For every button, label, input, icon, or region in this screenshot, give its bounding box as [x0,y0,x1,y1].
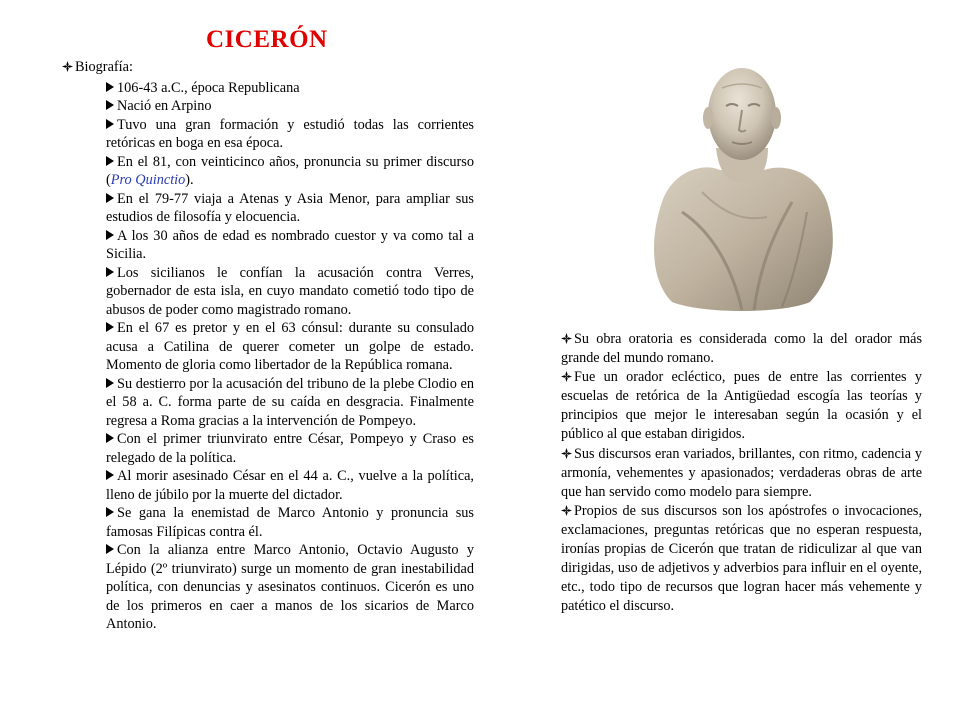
arrow-bullet-icon [106,267,114,277]
diamond-bullet-icon [561,333,572,344]
list-item [106,79,474,98]
list-item [106,541,474,634]
biography-list [106,79,474,634]
arrow-bullet-icon [106,230,114,240]
oratory-item-text: Sus discursos eran variados, brillantes, con ritmo, cadencia y armonía, vehementes y apasionados; verdaderas obras de arte que han servido como modelo para siempre. [561,445,922,500]
list-item-text: Los sicilianos le confían la acusación contra Verres, gobernador de esta isla, en cuyo mandato cometió todo tipo de abusos de poder como magistrado romano. [106,264,474,318]
arrow-bullet-icon [106,470,114,480]
list-item [106,504,474,541]
arrow-bullet-icon [106,156,114,166]
arrow-bullet-icon [106,507,114,517]
list-item-text: En el 79-77 viaja a Atenas y Asia Menor, para ampliar sus estudios de filosofía y elocuencia. [106,190,474,225]
arrow-bullet-icon [106,433,114,443]
biography-heading [62,58,474,77]
list-item-text: Tuvo una gran formación y estudió todas las corrientes retóricas en boga en esa época. [106,116,474,151]
arrow-bullet-icon [106,100,114,110]
oratory-item-text: Su obra oratoria es considerada como la del orador más grande del mundo romano. [561,331,922,367]
list-item [106,264,474,320]
diamond-bullet-icon [561,371,572,382]
oratory-item [561,445,922,502]
arrow-bullet-icon [106,544,114,554]
list-item-text: Se gana la enemistad de Marco Antonio y pronuncia sus famosas Filípicas contra él. [106,505,474,540]
list-item-text: Su destierro por la acusación del tribuno de la plebe Clodio en el 58 a. C. forma parte de su caída en desgracia. Finalmente regresa a Roma gracias a la intervención de Pompeyo. [106,375,474,429]
list-item-text: Con el primer triunvirato entre César, Pompeyo y Craso es relegado de la política. [106,431,474,466]
marble-bust-image [642,52,840,314]
page-title: CICERÓN [206,26,328,53]
list-item [106,116,474,153]
list-item [106,319,474,375]
list-item [106,467,474,504]
arrow-bullet-icon [106,322,114,332]
arrow-bullet-icon [106,378,114,388]
list-item [106,375,474,431]
list-item-text: A los 30 años de edad es nombrado cuestor y va como tal a Sicilia. [106,227,474,262]
diamond-bullet-icon [561,505,572,516]
oratory-item-text: Propios de sus discursos son los apóstrofes o invocaciones, exclamaciones, preguntas retóricas que no esperan respuesta, ironías propias de Cicerón que tratan de ridiculizar al que van dirigidas, uso de adjetivos y adverbios para influir en el oyente, etc., todo tipo de recursos que logran hacer más vehemente y patético el discurso. [561,502,922,615]
list-item-text: Al morir asesinado César en el 44 a. C., vuelve a la política, lleno de júbilo por la muerte del dictador. [106,468,474,503]
oratory-section [561,330,922,616]
list-item [106,153,474,190]
arrow-bullet-icon [106,193,114,203]
arrow-bullet-icon [106,82,114,92]
list-item-text-before: En el 81, con veinticinco años, pronuncia su primer discurso ( [106,153,474,188]
list-item [106,227,474,264]
oratory-item-text: Fue un orador ecléctico, pues de entre las corrientes y escuelas de retórica de la Antigüedad escogía las teorías y principios que mejor le interesaban según la ocasión y el público al que estaban dirigidos. [561,369,922,443]
list-item-text: Nació en Arpino [117,98,212,114]
oratory-item [561,368,922,444]
list-item-text-after: ). [185,172,194,188]
arrow-bullet-icon [106,119,114,129]
list-item-text: 106-43 a.C., época Republicana [117,79,300,96]
list-item-text: En el 67 es pretor y en el 63 cónsul: durante su consulado acusa a Catilina de querer cometer un golpe de estado. Momento de gloria como libertador de la República romana. [106,320,474,373]
oratory-item [561,330,922,368]
list-item-text: Con la alianza entre Marco Antonio, Octavio Augusto y Lépido (2º triunvirato) surge un momento de gran inestabilidad política, con denuncias y asesinatos continuos. Cicerón es uno de los primeros en caer a manos de los sicarios de Marco Antonio. [106,542,474,632]
speech-title-pro-quinctio: Pro Quinctio [110,172,186,188]
list-item [106,97,474,116]
diamond-bullet-icon [62,61,73,72]
list-item [106,430,474,467]
oratory-item [561,502,922,617]
biography-section [62,58,474,634]
diamond-bullet-icon [561,448,572,459]
list-item [106,190,474,227]
biography-heading-label: Biografía: [75,59,133,75]
